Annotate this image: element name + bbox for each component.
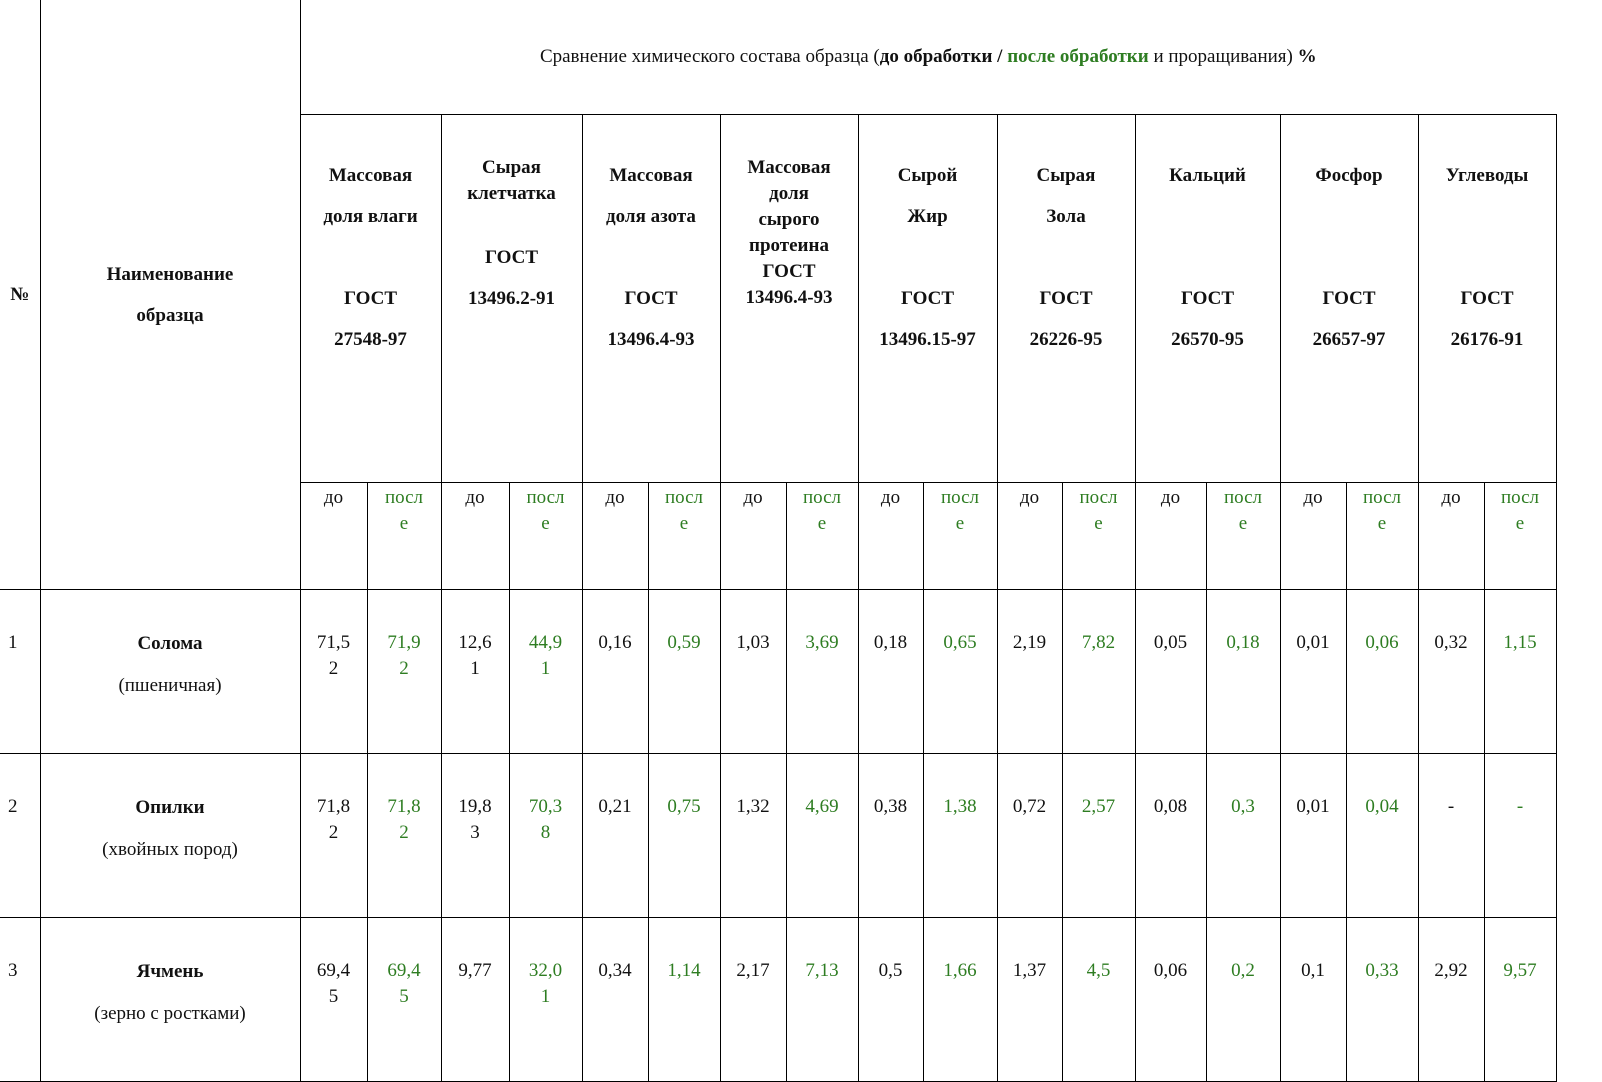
sub-header-before xyxy=(300,483,367,590)
value-text: - xyxy=(1447,796,1455,817)
value-after xyxy=(1484,590,1556,754)
sample-name: Ячмень xyxy=(136,961,204,982)
parameter-header-line xyxy=(1136,237,1280,278)
value-before xyxy=(441,754,509,918)
sub-header-label: после xyxy=(802,487,842,534)
parameter-header-line: Жир xyxy=(907,206,948,227)
value-text: 0,65 xyxy=(943,632,977,653)
sub-header-after xyxy=(1346,483,1418,590)
parameter-header-line: ГОСТ xyxy=(1039,288,1093,309)
sub-header-before xyxy=(1418,483,1484,590)
value-after xyxy=(1484,918,1556,1082)
sample-name: Солома xyxy=(137,633,203,654)
parameter-header-line: ГОСТ xyxy=(624,288,678,309)
sample-subname: (пшеничная) xyxy=(118,675,222,696)
sub-header-label: до xyxy=(465,487,485,508)
parameter-header-line: протеина xyxy=(749,235,829,256)
parameter-header xyxy=(441,115,582,483)
value-text: 1,15 xyxy=(1503,632,1537,653)
value-after xyxy=(367,918,441,1082)
value-before xyxy=(441,590,509,754)
value-text: 0,3 xyxy=(1231,796,1255,817)
parameter-header-line: 13496.2-91 xyxy=(467,288,556,309)
sub-header-after xyxy=(648,483,720,590)
parameter-header-line: Массовая xyxy=(609,165,693,186)
sub-header-before xyxy=(441,483,509,590)
value-text: 71,82 xyxy=(387,796,421,843)
value-text: 0,5 xyxy=(878,960,903,981)
header-sample-name: Наименование образца xyxy=(40,0,300,590)
sub-header-before xyxy=(1280,483,1346,590)
value-text: 0,1 xyxy=(1301,960,1325,981)
sub-header-before xyxy=(582,483,648,590)
value-after xyxy=(1346,754,1418,918)
row-number: 2 xyxy=(0,754,40,918)
value-after xyxy=(648,590,720,754)
sub-header-label: до xyxy=(1019,487,1040,508)
value-after xyxy=(786,754,858,918)
parameter-header-line: Массовая xyxy=(747,157,831,178)
row-number: 1 xyxy=(0,590,40,754)
value-before xyxy=(720,590,786,754)
value-text: 0,2 xyxy=(1231,960,1255,981)
value-text: 0,32 xyxy=(1434,632,1468,653)
sub-header-label: до xyxy=(605,487,625,508)
parameter-header-line: Кальций xyxy=(1169,165,1246,186)
parameter-header-line: клетчатка xyxy=(467,183,556,204)
parameter-header xyxy=(997,115,1135,483)
value-after xyxy=(1346,590,1418,754)
value-text: 1,32 xyxy=(736,796,770,817)
parameter-header-line: сырого xyxy=(758,209,820,230)
value-after xyxy=(923,918,997,1082)
parameter-header-line xyxy=(583,237,720,278)
value-text: 12,61 xyxy=(458,632,492,679)
value-text: 0,06 xyxy=(1153,960,1188,981)
parameter-header-line: 26176-91 xyxy=(1450,329,1524,350)
sub-header-after xyxy=(367,483,441,590)
parameter-header xyxy=(1135,115,1280,483)
value-before xyxy=(1135,590,1206,754)
value-before xyxy=(720,918,786,1082)
value-text: 71,82 xyxy=(316,796,351,843)
table-title: Сравнение химического состава образца (до обработки / после обработки и проращивания) % xyxy=(300,0,1556,115)
value-before xyxy=(1418,754,1484,918)
value-after xyxy=(1206,918,1280,1082)
parameter-header xyxy=(1418,115,1556,483)
value-after xyxy=(923,590,997,754)
value-after xyxy=(1062,918,1135,1082)
value-text: 3,69 xyxy=(805,632,839,653)
value-text: 7,13 xyxy=(805,960,839,981)
row-number: 3 xyxy=(0,918,40,1082)
value-text: 19,83 xyxy=(458,796,492,843)
value-text: 2,57 xyxy=(1081,796,1116,817)
sub-header-label: до xyxy=(1303,487,1323,508)
value-text: 0,01 xyxy=(1296,632,1330,653)
value-before xyxy=(582,754,648,918)
value-before xyxy=(300,754,367,918)
value-text: 2,19 xyxy=(1012,632,1047,653)
parameter-header-line: ГОСТ xyxy=(1460,288,1514,309)
value-before xyxy=(441,918,509,1082)
sub-header-label: после xyxy=(526,487,565,534)
value-text: 0,06 xyxy=(1365,632,1399,653)
value-text: 70,38 xyxy=(528,796,563,843)
sub-header-before xyxy=(858,483,923,590)
value-before xyxy=(1280,754,1346,918)
sub-header-after xyxy=(1206,483,1280,590)
value-after xyxy=(509,918,582,1082)
value-text: 0,21 xyxy=(598,796,632,817)
value-text: 71,92 xyxy=(387,632,421,679)
value-text: 0,18 xyxy=(1226,632,1260,653)
value-text: 0,75 xyxy=(667,796,701,817)
sub-header-after xyxy=(1484,483,1556,590)
value-text: 4,69 xyxy=(805,796,839,817)
parameter-header-line xyxy=(1281,196,1418,237)
parameter-header-line: 13496.4-93 xyxy=(745,287,833,308)
parameter-header-line xyxy=(998,237,1135,278)
sub-header-label: после xyxy=(940,487,980,534)
value-text: 7,82 xyxy=(1081,632,1116,653)
value-before xyxy=(858,590,923,754)
value-text: 9,57 xyxy=(1503,960,1537,981)
parameter-header-line: доля влаги xyxy=(323,206,418,227)
value-after xyxy=(1346,918,1418,1082)
sample-name-cell xyxy=(40,918,300,1082)
sub-header-label: после xyxy=(384,487,424,534)
value-before xyxy=(858,754,923,918)
value-after xyxy=(786,590,858,754)
value-before xyxy=(858,918,923,1082)
parameter-header-line: ГОСТ xyxy=(900,288,955,309)
parameter-header-line: доля xyxy=(769,183,809,204)
value-before xyxy=(1280,590,1346,754)
parameter-header-line: 13496.15-97 xyxy=(879,329,976,350)
value-after xyxy=(367,590,441,754)
parameter-header xyxy=(1280,115,1418,483)
parameter-header-line: 13496.4-93 xyxy=(607,329,695,350)
value-after xyxy=(648,918,720,1082)
value-after xyxy=(367,754,441,918)
sample-name-cell xyxy=(40,754,300,918)
value-after xyxy=(1062,754,1135,918)
sub-header-label: до xyxy=(323,487,344,508)
value-text: 0,16 xyxy=(598,632,632,653)
sub-header-label: до xyxy=(1160,487,1181,508)
value-before xyxy=(1418,918,1484,1082)
parameter-header-line: Сырой xyxy=(897,165,958,186)
parameter-header-line xyxy=(301,237,441,278)
value-text: - xyxy=(1516,796,1524,817)
value-before xyxy=(582,918,648,1082)
value-text: 1,38 xyxy=(943,796,977,817)
sub-header-label: после xyxy=(1223,487,1263,534)
value-after xyxy=(1206,590,1280,754)
parameter-header-line: Углеводы xyxy=(1445,165,1529,186)
parameter-header-line: ГОСТ xyxy=(1322,288,1376,309)
sample-subname: (зерно с ростками) xyxy=(94,1003,246,1024)
value-after xyxy=(786,918,858,1082)
value-text: 69,45 xyxy=(387,960,421,1007)
parameter-header-line: Сырая xyxy=(482,157,541,178)
value-text: 44,91 xyxy=(528,632,563,679)
value-text: 1,14 xyxy=(667,960,701,981)
sub-header-label: после xyxy=(664,487,704,534)
parameter-header-line xyxy=(1281,237,1418,278)
value-text: 1,03 xyxy=(736,632,770,653)
value-after xyxy=(923,754,997,918)
parameter-header-line: ГОСТ xyxy=(343,288,398,309)
parameter-header-line: ГОСТ xyxy=(1180,288,1235,309)
table-row xyxy=(0,754,1556,918)
value-text: 0,33 xyxy=(1365,960,1399,981)
parameter-header-line: 26657-97 xyxy=(1312,329,1386,350)
value-text: 1,66 xyxy=(943,960,977,981)
value-text: 1,37 xyxy=(1012,960,1047,981)
value-text: 0,04 xyxy=(1365,796,1399,817)
value-text: 2,92 xyxy=(1434,960,1468,981)
parameter-header-line xyxy=(442,207,582,237)
value-before xyxy=(720,754,786,918)
value-text: 71,52 xyxy=(316,632,351,679)
value-text: 0,01 xyxy=(1296,796,1330,817)
value-before xyxy=(300,918,367,1082)
value-after xyxy=(1484,754,1556,918)
value-text: 0,59 xyxy=(667,632,701,653)
value-after xyxy=(648,754,720,918)
value-before xyxy=(997,754,1062,918)
value-before xyxy=(1418,590,1484,754)
sub-header-label: после xyxy=(1500,487,1540,534)
value-before xyxy=(997,918,1062,1082)
parameter-header xyxy=(300,115,441,483)
value-after xyxy=(509,590,582,754)
parameter-header-line: 26570-95 xyxy=(1171,329,1244,350)
value-before xyxy=(997,590,1062,754)
sub-header-before xyxy=(997,483,1062,590)
parameter-header-line: Сырая xyxy=(1036,165,1096,186)
parameter-header-line: 26226-95 xyxy=(1029,329,1103,350)
table-row xyxy=(0,590,1556,754)
parameter-header-line: ГОСТ xyxy=(762,261,816,282)
parameter-header-line xyxy=(1136,196,1280,237)
sub-header-label: после xyxy=(1079,487,1118,534)
sub-header-label: до xyxy=(1441,487,1461,508)
value-text: 9,77 xyxy=(458,960,492,981)
sub-header-after xyxy=(786,483,858,590)
value-text: 0,72 xyxy=(1012,796,1047,817)
sample-subname: (хвойных пород) xyxy=(102,839,238,860)
parameter-header-line: Фосфор xyxy=(1315,165,1383,186)
parameter-header xyxy=(720,115,858,483)
value-text: 0,18 xyxy=(873,632,908,653)
value-text: 2,17 xyxy=(736,960,770,981)
parameter-header-line xyxy=(1419,196,1556,237)
sub-header-before xyxy=(1135,483,1206,590)
sub-header-before xyxy=(720,483,786,590)
parameter-header-line: 27548-97 xyxy=(334,329,407,350)
parameter-header-line: ГОСТ xyxy=(484,247,539,268)
value-after xyxy=(1062,590,1135,754)
sub-header-label: до xyxy=(743,487,763,508)
sub-header-label: до xyxy=(880,487,901,508)
value-before xyxy=(1280,918,1346,1082)
value-after xyxy=(1206,754,1280,918)
sample-name-cell xyxy=(40,590,300,754)
parameter-header-line: доля азота xyxy=(606,206,696,227)
sub-header-after xyxy=(923,483,997,590)
parameter-header-line xyxy=(859,237,997,278)
value-text: 0,05 xyxy=(1153,632,1188,653)
parameter-header-line: Зола xyxy=(1046,206,1086,227)
sub-header-label: после xyxy=(1362,487,1402,534)
value-text: 32,01 xyxy=(528,960,563,1007)
parameter-header-line xyxy=(1419,237,1556,278)
value-text: 0,08 xyxy=(1153,796,1188,817)
sub-header-after xyxy=(1062,483,1135,590)
value-text: 4,5 xyxy=(1086,960,1111,981)
value-before xyxy=(300,590,367,754)
parameter-header xyxy=(582,115,720,483)
table-row xyxy=(0,918,1556,1082)
value-before xyxy=(1135,918,1206,1082)
sub-header-after xyxy=(509,483,582,590)
sample-name: Опилки xyxy=(135,797,205,818)
value-after xyxy=(509,754,582,918)
parameter-header xyxy=(858,115,997,483)
parameter-header-line: Массовая xyxy=(328,165,413,186)
header-number: № xyxy=(0,0,40,590)
value-before xyxy=(1135,754,1206,918)
value-before xyxy=(582,590,648,754)
value-text: 0,38 xyxy=(873,796,908,817)
value-text: 69,45 xyxy=(316,960,351,1007)
value-text: 0,34 xyxy=(598,960,632,981)
